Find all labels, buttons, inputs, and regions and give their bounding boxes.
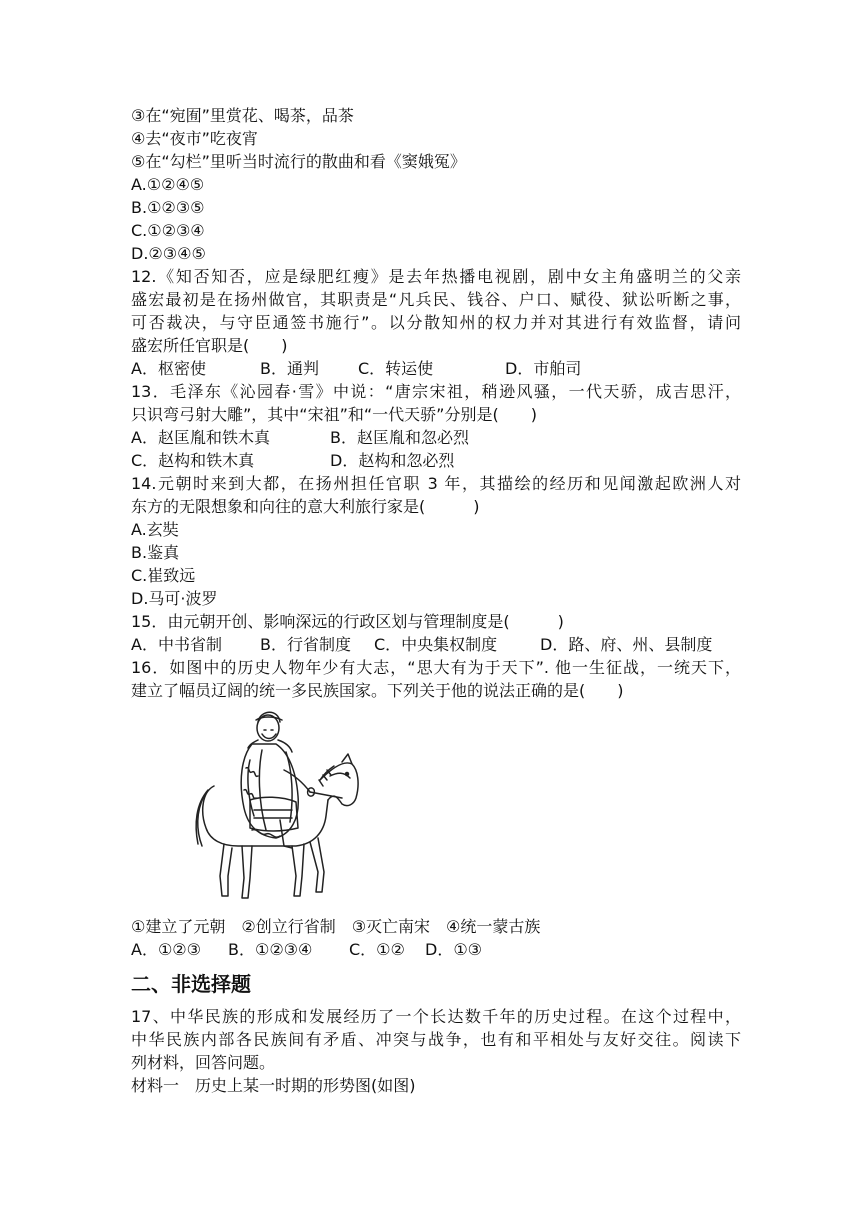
q13-choice-a: A．赵匡胤和铁木真 — [131, 428, 270, 447]
q11-choice-d: D.②③④⑤ — [131, 244, 206, 263]
option-line-3: ③在“宛囿”里赏花、喝茶，品茶 — [131, 106, 354, 125]
q12-text-2: 盛宏最初是在扬州做官，其职责是“凡兵民、钱谷、户口、赋役、狱讼听断之事， — [131, 290, 741, 309]
option-line-5: ⑤在“勾栏”里听当时流行的散曲和看《窦娥冤》 — [131, 152, 466, 171]
q14-choice-a: A.玄奘 — [131, 520, 179, 539]
q12-choice-a: A．枢密使 — [131, 359, 206, 378]
option-line-4: ④去“夜市”吃夜宵 — [131, 129, 258, 148]
q17-text-3: 列材料，回答问题。 — [131, 1053, 276, 1072]
q13-text-1: 13．毛泽东《沁园春·雪》中说：“唐宗宋祖，稍逊风骚，一代天骄，成吉思汗， — [131, 382, 741, 401]
q13-choice-d: D．赵构和忽必烈 — [330, 451, 455, 470]
q12-text-1: 12.《知否知否，应是绿肥红瘦》是去年热播电视剧，剧中女主角盛明兰的父亲 — [131, 267, 741, 286]
q16-text-1: 16．如图中的历史人物年少有大志，“思大有为于天下”. 他一生征战，一统天下， — [131, 658, 741, 677]
q13-choice-c: C．赵构和铁木真 — [131, 451, 255, 470]
q12-choice-b: B．通判 — [260, 359, 319, 378]
q17-text-1: 17、中华民族的形成和发展经历了一个长达数千年的历史过程。在这个过程中， — [131, 1007, 741, 1026]
q12-choice-d: D．市舶司 — [505, 359, 582, 378]
section-heading: 二、非选择题 — [131, 972, 251, 996]
q11-choice-c: C.①②③④ — [131, 221, 205, 240]
q16-choice-d: D．①③ — [425, 940, 483, 959]
q16-text-2: 建立了幅员辽阔的统一多民族国家。下列关于他的说法正确的是( ) — [131, 681, 624, 700]
mounted-horseman-illustration-icon — [192, 700, 364, 904]
q12-text-4: 盛宏所任官职是( ) — [131, 336, 288, 355]
q16-choice-c: C．①② — [349, 940, 405, 959]
q11-choice-a: A.①②④⑤ — [131, 175, 205, 194]
q16-statements: ①建立了元朝 ②创立行省制 ③灭亡南宋 ④统一蒙古族 — [131, 917, 541, 936]
q15-choice-d: D．路、府、州、县制度 — [540, 635, 713, 654]
q17-material-1: 材料一 历史上某一时期的形势图(如图) — [131, 1076, 416, 1095]
q13-text-2: 只识弯弓射大雕”，其中“宋祖”和“一代天骄”分别是( ) — [131, 405, 537, 424]
q11-choice-b: B.①②③⑤ — [131, 198, 205, 217]
q14-choice-b: B.鉴真 — [131, 543, 180, 562]
q15-text-1: 15．由元朝开创、影响深远的行政区划与管理制度是( ) — [131, 612, 564, 631]
q14-text-2: 东方的无限想象和向往的意大利旅行家是( ) — [131, 497, 480, 516]
q16-choice-b: B．①②③④ — [228, 940, 313, 959]
q12-choice-c: C．转运使 — [358, 359, 434, 378]
q17-text-2: 中华民族内部各民族间有矛盾、冲突与战争，也有和平相处与友好交往。阅读下 — [131, 1030, 741, 1049]
q14-text-1: 14.元朝时来到大都，在扬州担任官职 3 年，其描绘的经历和见闻激起欧洲人对 — [131, 474, 741, 493]
q15-choice-c: C．中央集权制度 — [374, 635, 498, 654]
q16-choice-a: A．①②③ — [131, 940, 201, 959]
q14-choice-d: D.马可·波罗 — [131, 589, 218, 608]
q15-choice-a: A．中书省制 — [131, 635, 222, 654]
q12-text-3: 可否裁决，与守臣通签书施行”。以分散知州的权力并对其进行有效监督，请问 — [131, 313, 741, 332]
q14-choice-c: C.崔致远 — [131, 566, 196, 585]
q15-choice-b: B．行省制度 — [260, 635, 351, 654]
q13-choice-b: B．赵匡胤和忽必烈 — [330, 428, 469, 447]
